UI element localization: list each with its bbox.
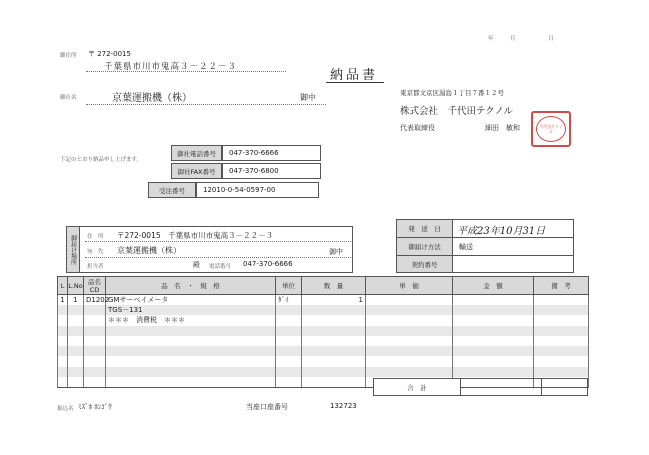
shipping-divider-1 xyxy=(453,237,573,238)
remitter-label: 振込名 xyxy=(57,406,74,412)
customer-address-label: 御住所 xyxy=(60,53,77,59)
cell-l xyxy=(58,377,68,387)
delivery-block xyxy=(66,226,353,273)
issuer-rep-name: 細田 敏和 xyxy=(485,124,520,132)
cell-remarks xyxy=(534,356,589,366)
account-label: 当座口座番号 xyxy=(246,403,288,411)
cell-quantity xyxy=(302,326,366,336)
cell-item-name: GMサーベイメータ xyxy=(106,295,276,306)
cell-l: 1 xyxy=(58,295,68,306)
delivery-person-honorific: 殿 xyxy=(193,261,200,269)
cell-l xyxy=(58,346,68,356)
cell-item-code xyxy=(84,346,106,356)
cell-item-name xyxy=(106,346,276,356)
cell-item-code xyxy=(84,336,106,346)
cell-remarks xyxy=(534,305,589,315)
col-amount: 金 額 xyxy=(453,277,534,295)
cell-quantity: 1 xyxy=(302,295,366,306)
address-underline xyxy=(86,71,286,72)
ship-date-label: 発 送 日 xyxy=(397,220,453,238)
delivery-side-label: 御届け場所 xyxy=(67,227,80,272)
cell-unit xyxy=(276,356,302,366)
cell-l xyxy=(58,367,68,377)
cell-amount xyxy=(453,356,534,366)
cell-amount xyxy=(453,367,534,377)
table-row xyxy=(58,305,589,315)
table-row xyxy=(58,346,589,356)
cell-amount xyxy=(453,305,534,315)
table-row xyxy=(58,326,589,336)
delivery-phone-label: 電話番号 xyxy=(209,264,232,270)
delivery-method-label: 御届け方法 xyxy=(397,238,453,256)
contract-number-label: 契約番号 xyxy=(397,256,453,272)
cell-lno xyxy=(68,367,84,377)
cell-item-name xyxy=(106,336,276,346)
day-label: 日 xyxy=(548,36,554,42)
table-row xyxy=(58,315,589,325)
cell-l xyxy=(58,356,68,366)
cell-quantity xyxy=(302,346,366,356)
cell-item-code xyxy=(84,315,106,325)
cell-item-name: TGS－131 xyxy=(106,305,276,315)
cell-remarks xyxy=(534,315,589,325)
cell-lno xyxy=(68,305,84,315)
cell-lno xyxy=(68,336,84,346)
cell-remarks xyxy=(534,326,589,336)
cell-lno: 1 xyxy=(68,295,84,306)
shipping-divider-2 xyxy=(453,255,573,256)
col-l: L xyxy=(58,277,68,295)
cell-item-code xyxy=(84,367,106,377)
cell-unit xyxy=(276,336,302,346)
items-table xyxy=(57,276,589,388)
delivery-method-value: 輸送 xyxy=(459,243,473,251)
company-seal xyxy=(531,111,571,147)
cell-l xyxy=(58,326,68,336)
col-unit: 単位 xyxy=(276,277,302,295)
table-header-row xyxy=(58,277,589,295)
col-unit-price: 単 価 xyxy=(366,277,453,295)
delivery-to: 京葉運搬機（株） xyxy=(117,246,181,255)
delivery-to-label: 宛 先 xyxy=(87,249,104,255)
cell-unit xyxy=(276,326,302,336)
table-row xyxy=(58,356,589,366)
cell-item-code xyxy=(84,377,106,387)
customer-address: 千葉県市川市鬼高３－２２－３ xyxy=(104,62,238,72)
issuer-company: 株式会社 千代田テクノル xyxy=(400,106,514,117)
shipping-block xyxy=(396,219,574,273)
delivery-address: 〒272-0015 千葉県市川市鬼高３－２２－３ xyxy=(117,231,274,240)
delivery-phone: 047-370-6666 xyxy=(243,260,293,268)
cell-amount xyxy=(453,336,534,346)
cell-unit-price xyxy=(366,336,453,346)
seal-stamp-icon: 千代田テクノル xyxy=(536,116,566,142)
cell-amount xyxy=(453,315,534,325)
month-label: 月 xyxy=(510,36,516,42)
customer-postal: 〒 272-0015 xyxy=(88,50,131,58)
table-row xyxy=(58,295,589,306)
cell-unit-price xyxy=(366,367,453,377)
cell-item-name xyxy=(106,356,276,366)
cell-lno xyxy=(68,315,84,325)
fax-value: 047-370-6800 xyxy=(222,163,321,179)
cell-quantity xyxy=(302,315,366,325)
remitter-value: ﾐｽﾞﾎ ﾎﾝｺﾞｳ xyxy=(78,403,112,411)
issuer-rep-title: 代表取締役 xyxy=(400,124,435,132)
order-number-label: 受注番号 xyxy=(148,182,196,198)
delivery-note: 下記のとおり納品申し上げます。 xyxy=(60,157,143,163)
cell-unit: ﾀﾞｲ xyxy=(276,295,302,306)
col-item-name: 品 名 ・ 規 格 xyxy=(106,277,276,295)
cell-unit-price xyxy=(366,356,453,366)
cell-l xyxy=(58,315,68,325)
delivery-to-underline xyxy=(85,257,351,258)
table-row xyxy=(58,367,589,377)
name-underline xyxy=(86,104,326,105)
customer-name-label: 御社名 xyxy=(60,95,77,101)
cell-item-code xyxy=(84,356,106,366)
cell-unit-price xyxy=(366,315,453,325)
cell-unit xyxy=(276,377,302,387)
order-number-value: 12010-0-54-0597-00 xyxy=(196,182,319,198)
cell-quantity xyxy=(302,336,366,346)
cell-lno xyxy=(68,377,84,387)
cell-quantity xyxy=(302,356,366,366)
delivery-honorific: 御中 xyxy=(329,248,343,256)
cell-remarks xyxy=(534,346,589,356)
col-remarks: 備 考 xyxy=(534,277,589,295)
cell-unit-price xyxy=(366,295,453,306)
cell-item-name: ＊＊＊ 消費税 ＊＊＊ xyxy=(106,315,276,325)
delivery-address-underline xyxy=(85,241,351,242)
cell-item-code xyxy=(84,326,106,336)
cell-amount xyxy=(453,326,534,336)
year-label: 年 xyxy=(488,36,494,42)
cell-unit xyxy=(276,315,302,325)
cell-unit xyxy=(276,305,302,315)
cell-remarks xyxy=(534,295,589,306)
cell-item-name xyxy=(106,367,276,377)
cell-amount xyxy=(453,295,534,306)
total-row xyxy=(373,378,588,396)
cell-l xyxy=(58,336,68,346)
cell-lno xyxy=(68,356,84,366)
account-number: 132723 xyxy=(330,402,357,410)
cell-unit-price xyxy=(366,326,453,336)
cell-amount xyxy=(453,346,534,356)
delivery-address-label: 住 所 xyxy=(87,234,104,240)
document-title: 納品書 xyxy=(330,68,379,83)
ship-date-value: 平成23年10月31日 xyxy=(457,226,546,237)
total-amount-cell xyxy=(461,379,542,395)
col-item-code: 品名CD xyxy=(84,277,106,295)
cell-quantity xyxy=(302,377,366,387)
cell-item-name xyxy=(106,326,276,336)
cell-item-code xyxy=(84,305,106,315)
col-lno: L.No xyxy=(68,277,84,295)
cell-unit xyxy=(276,367,302,377)
customer-honorific: 御中 xyxy=(300,93,316,102)
customer-name: 京葉運搬機（株） xyxy=(112,93,192,104)
issuer-address: 東京都文京区湯島１丁目７番１２号 xyxy=(400,89,504,97)
col-quantity: 数 量 xyxy=(302,277,366,295)
cell-unit-price xyxy=(366,305,453,315)
delivery-person-label: 担当者 xyxy=(87,264,104,270)
cell-remarks xyxy=(534,336,589,346)
fax-label: 御社FAX番号 xyxy=(171,163,222,179)
cell-unit xyxy=(276,346,302,356)
cell-remarks xyxy=(534,367,589,377)
cell-quantity xyxy=(302,367,366,377)
title-underline xyxy=(326,82,384,83)
cell-item-code: D1202 xyxy=(84,295,106,306)
phone-value: 047-370-6666 xyxy=(222,145,321,161)
cell-quantity xyxy=(302,305,366,315)
cell-unit-price xyxy=(366,346,453,356)
table-row xyxy=(58,336,589,346)
phone-label: 御社電話番号 xyxy=(171,145,222,161)
cell-l xyxy=(58,305,68,315)
cell-lno xyxy=(68,346,84,356)
cell-item-name xyxy=(106,377,276,387)
cell-lno xyxy=(68,326,84,336)
total-label: 合 計 xyxy=(374,379,461,395)
